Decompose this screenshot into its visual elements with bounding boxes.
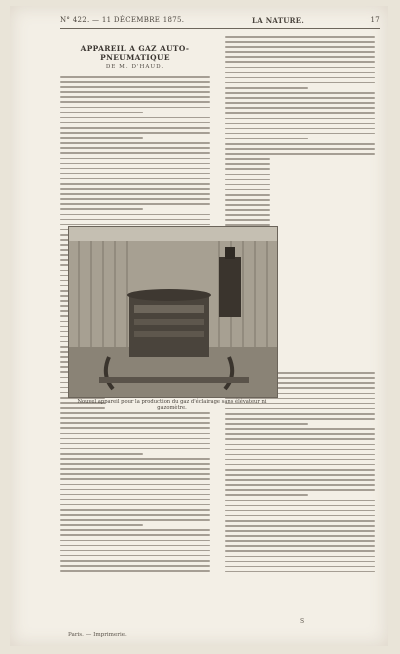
text-line bbox=[225, 520, 375, 522]
text-line bbox=[60, 509, 210, 511]
text-line bbox=[60, 137, 143, 139]
text-line bbox=[60, 478, 210, 480]
page-footer: Paris. — Imprimerie. bbox=[68, 632, 127, 638]
text-line bbox=[225, 36, 375, 38]
text-line bbox=[225, 474, 375, 476]
text-line bbox=[60, 565, 210, 567]
text-line bbox=[60, 122, 210, 124]
text-line bbox=[225, 179, 270, 181]
text-line bbox=[225, 133, 375, 135]
figure-caption: Nouvel appareil pour la production du gaz d'éclairage sans élévateur ni gazomètre. bbox=[77, 399, 267, 412]
text-line bbox=[225, 566, 375, 568]
article-title: APPAREIL A GAZ AUTO-PNEUMATIQUE bbox=[80, 44, 190, 62]
text-line bbox=[225, 97, 375, 99]
text-line bbox=[60, 463, 210, 465]
text-line bbox=[225, 123, 375, 125]
text-line bbox=[60, 433, 210, 435]
text-line bbox=[225, 413, 375, 415]
text-line bbox=[60, 198, 210, 200]
text-line bbox=[225, 82, 375, 84]
text-line bbox=[60, 219, 210, 221]
text-line bbox=[225, 199, 270, 201]
text-line bbox=[60, 545, 210, 547]
text-line bbox=[60, 81, 210, 83]
text-line bbox=[225, 459, 375, 461]
text-line bbox=[60, 96, 210, 98]
text-line bbox=[60, 142, 210, 144]
text-line bbox=[60, 208, 143, 210]
page-number: 17 bbox=[370, 16, 380, 24]
article-byline: DE M. D'HAUD. bbox=[105, 64, 165, 70]
text-line bbox=[225, 72, 375, 74]
text-line bbox=[225, 87, 308, 89]
text-line bbox=[225, 550, 375, 552]
text-line bbox=[225, 428, 375, 430]
text-line bbox=[225, 449, 375, 451]
text-line bbox=[60, 529, 210, 531]
newspaper-page bbox=[10, 6, 388, 646]
text-line bbox=[225, 510, 375, 512]
text-line bbox=[225, 530, 375, 532]
text-line bbox=[60, 422, 210, 424]
text-line bbox=[60, 427, 210, 429]
text-line bbox=[60, 101, 210, 103]
text-line bbox=[60, 214, 210, 216]
text-line bbox=[225, 56, 375, 58]
text-line bbox=[225, 148, 375, 150]
text-line bbox=[60, 448, 210, 450]
text-line bbox=[60, 453, 143, 455]
text-line bbox=[225, 535, 375, 537]
text-line bbox=[225, 174, 270, 176]
text-line bbox=[225, 505, 375, 507]
text-line bbox=[225, 556, 375, 558]
text-line bbox=[225, 143, 375, 145]
text-line bbox=[60, 514, 210, 516]
text-line bbox=[60, 91, 210, 93]
text-line bbox=[60, 438, 210, 440]
text-line bbox=[60, 183, 210, 185]
text-line bbox=[60, 504, 210, 506]
text-line bbox=[225, 61, 375, 63]
text-line bbox=[225, 489, 375, 491]
text-line bbox=[225, 41, 375, 43]
text-line bbox=[225, 454, 375, 456]
text-line bbox=[225, 444, 375, 446]
text-line bbox=[225, 46, 375, 48]
text-line bbox=[225, 423, 308, 425]
text-line bbox=[60, 473, 210, 475]
text-line bbox=[60, 132, 210, 134]
text-line bbox=[60, 163, 210, 165]
text-line bbox=[225, 189, 270, 191]
text-line bbox=[225, 92, 375, 94]
header-rule bbox=[60, 28, 380, 29]
signature-mark: S bbox=[300, 618, 305, 625]
text-line bbox=[225, 194, 270, 196]
text-line bbox=[60, 499, 210, 501]
text-line bbox=[225, 67, 375, 69]
text-line bbox=[60, 534, 210, 536]
text-line bbox=[60, 458, 210, 460]
text-line bbox=[60, 540, 210, 542]
issue-number: N° 422. — 11 DÉCEMBRE 1875. bbox=[60, 16, 185, 24]
text-line bbox=[60, 468, 210, 470]
text-line bbox=[60, 524, 143, 526]
text-line bbox=[225, 438, 375, 440]
text-line bbox=[225, 571, 375, 573]
text-line bbox=[225, 418, 375, 420]
text-line bbox=[225, 77, 375, 79]
text-line bbox=[60, 117, 210, 119]
text-line bbox=[60, 555, 210, 557]
text-line bbox=[225, 464, 375, 466]
text-line bbox=[225, 479, 375, 481]
engraving-illustration bbox=[69, 227, 277, 397]
text-line bbox=[225, 525, 375, 527]
text-line bbox=[60, 86, 210, 88]
text-line bbox=[225, 515, 375, 517]
text-line bbox=[60, 484, 210, 486]
text-line bbox=[60, 168, 210, 170]
text-line bbox=[225, 51, 375, 53]
text-line bbox=[60, 158, 210, 160]
text-line bbox=[60, 412, 210, 414]
text-line bbox=[60, 193, 210, 195]
text-line bbox=[225, 540, 375, 542]
text-line bbox=[60, 112, 143, 114]
text-line bbox=[225, 204, 270, 206]
text-line bbox=[60, 152, 210, 154]
text-line bbox=[225, 153, 375, 155]
text-line bbox=[225, 112, 375, 114]
text-line bbox=[225, 214, 270, 216]
text-line bbox=[60, 489, 210, 491]
text-line bbox=[225, 494, 308, 496]
page-header bbox=[60, 16, 380, 28]
text-line bbox=[225, 545, 375, 547]
text-line bbox=[60, 443, 210, 445]
text-line bbox=[60, 560, 210, 562]
text-line bbox=[225, 163, 270, 165]
text-line bbox=[60, 107, 210, 109]
text-line bbox=[225, 484, 375, 486]
text-line bbox=[60, 519, 210, 521]
text-line bbox=[225, 138, 308, 140]
text-line bbox=[225, 158, 270, 160]
text-line bbox=[60, 76, 210, 78]
text-line bbox=[225, 168, 270, 170]
text-line bbox=[225, 433, 375, 435]
engraving-figure bbox=[68, 226, 278, 398]
text-line bbox=[225, 128, 375, 130]
text-line bbox=[60, 173, 210, 175]
text-line bbox=[60, 147, 210, 149]
text-line bbox=[225, 219, 270, 221]
journal-title: LA NATURE. bbox=[252, 16, 305, 25]
text-line bbox=[60, 417, 210, 419]
text-line bbox=[60, 570, 210, 572]
text-line bbox=[225, 469, 375, 471]
text-line bbox=[225, 102, 375, 104]
text-line bbox=[60, 188, 210, 190]
text-line bbox=[225, 118, 375, 120]
text-line bbox=[225, 107, 375, 109]
text-line bbox=[225, 209, 270, 211]
text-line bbox=[60, 550, 210, 552]
text-line bbox=[225, 184, 270, 186]
text-line bbox=[60, 127, 210, 129]
text-line bbox=[225, 561, 375, 563]
text-line bbox=[60, 494, 210, 496]
text-line bbox=[60, 178, 210, 180]
text-line bbox=[225, 500, 375, 502]
text-line bbox=[60, 203, 210, 205]
